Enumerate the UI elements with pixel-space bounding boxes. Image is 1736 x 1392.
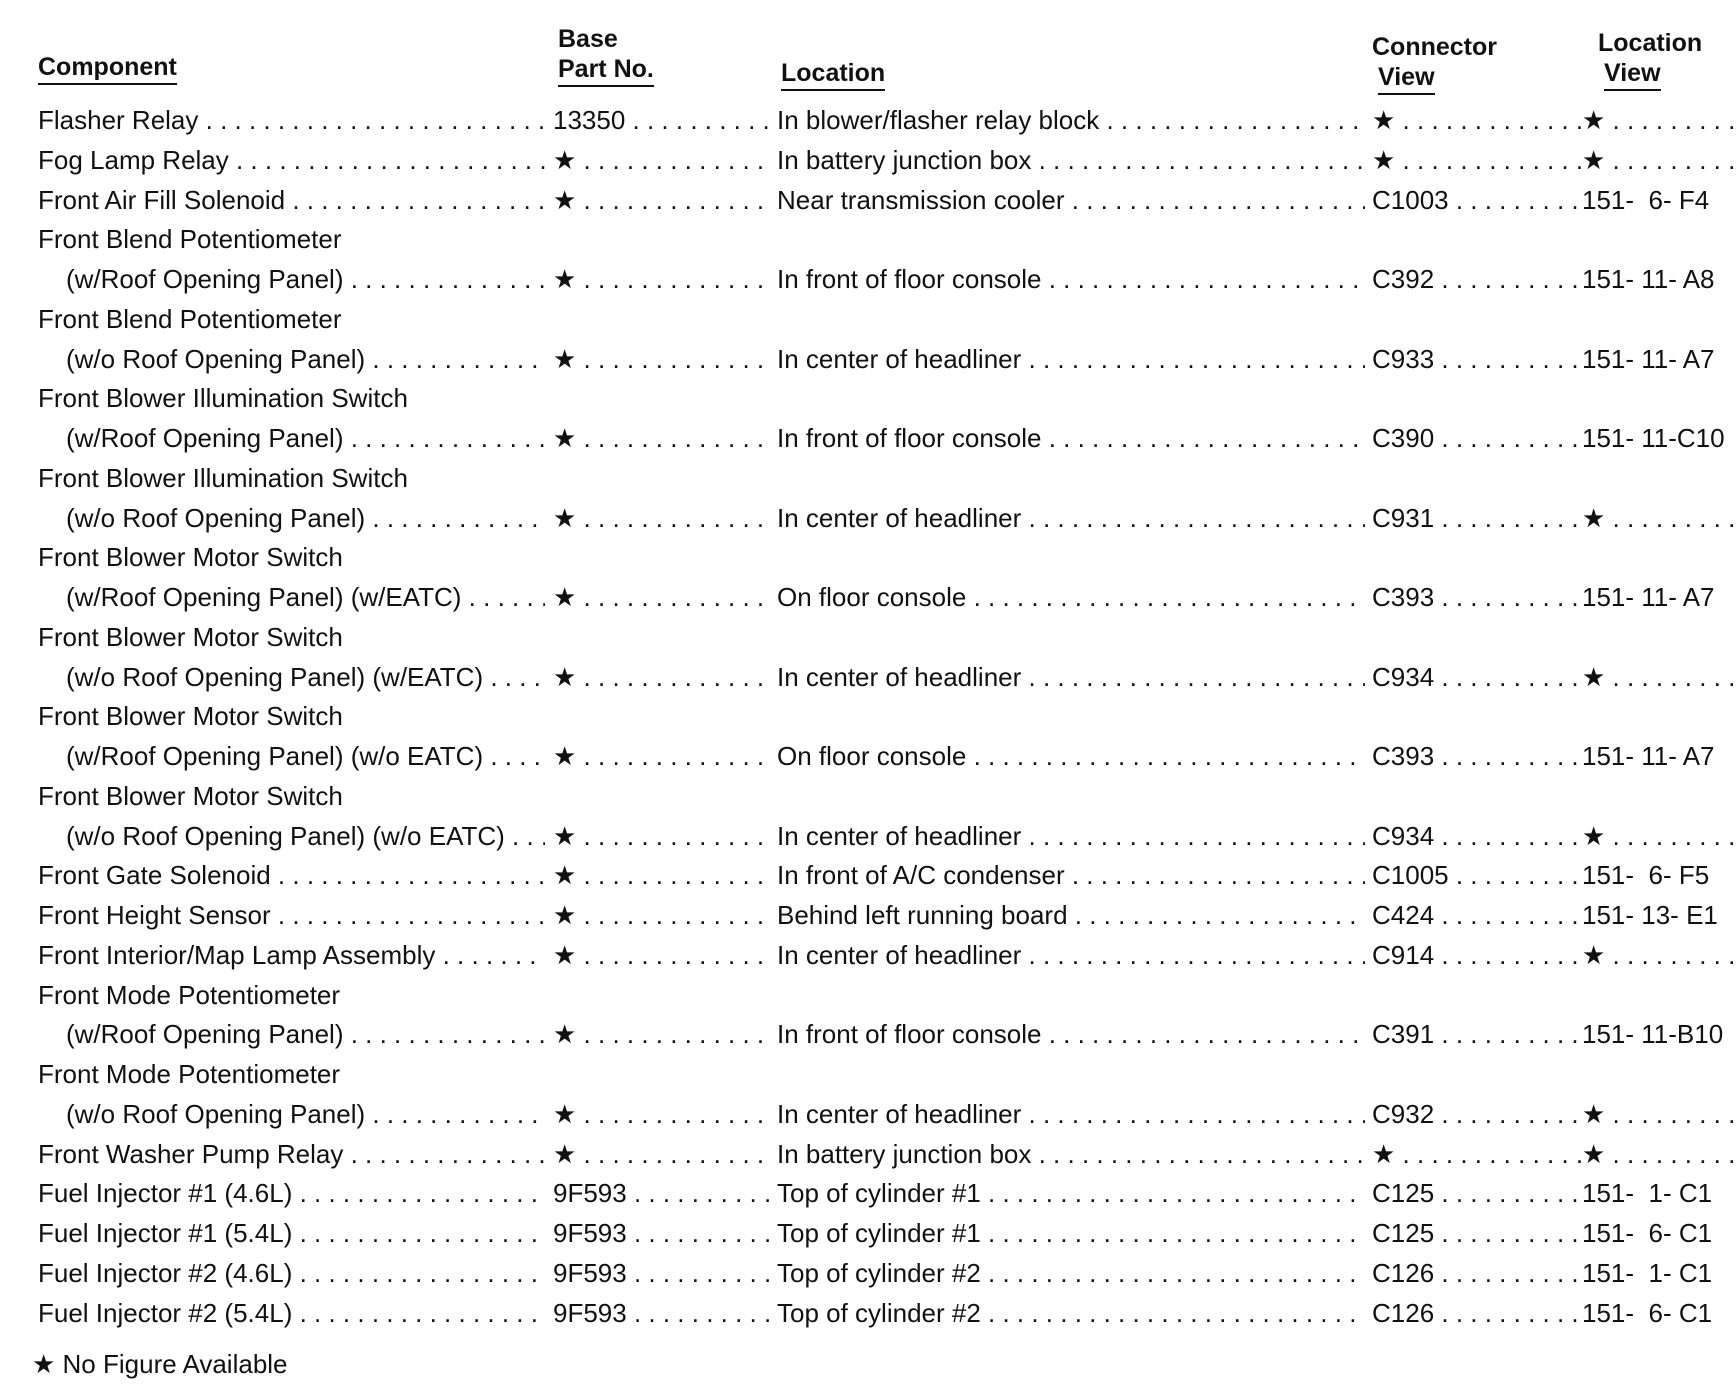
part-number-cell: 9F593 . . . — [553, 1215, 770, 1251]
table-row — [0, 1136, 1736, 1172]
location-view-cell: ★ . . . — [1582, 142, 1736, 178]
location-cell: In front of floor console . . . — [777, 1016, 1365, 1052]
part-number-cell: 9F593 . . . — [553, 1255, 770, 1291]
connector-view-cell: C933 . . . — [1372, 341, 1581, 377]
location-cell: In front of floor console . . . — [777, 420, 1365, 456]
component-cell: Front Blower Motor Switch — [38, 542, 343, 573]
location-view-cell: 151- 11- A7 — [1582, 343, 1715, 374]
location-cell: In front of A/C condenser . . . — [777, 857, 1365, 893]
table-row — [0, 857, 1736, 893]
component-cell: Front Blend Potentiometer — [38, 303, 342, 334]
location-view-cell: 151- 6- C1 — [1582, 1218, 1713, 1248]
location-view-cell: ★ . . . — [1582, 500, 1736, 536]
header-connector-view — [1372, 32, 1497, 95]
connector-view-cell: C392 . . . — [1372, 261, 1581, 297]
table-row — [0, 579, 1736, 615]
table-row — [0, 500, 1736, 536]
location-view-cell: ★ . . . — [1582, 659, 1736, 695]
location-view-cell: 151- 11- A7 — [1582, 582, 1715, 612]
part-number-cell: ★ . . . — [553, 1096, 770, 1132]
location-cell: In front of floor console . . . — [777, 261, 1365, 297]
table-row — [0, 380, 1736, 416]
connector-view-cell: C1005 . . . — [1372, 857, 1581, 893]
connector-view-cell: C1003 . . . — [1372, 182, 1581, 218]
location-view-cell: 151- 6- C1 — [1582, 1297, 1713, 1328]
table-row — [0, 937, 1736, 973]
connector-view-cell: C914 . . . — [1372, 937, 1581, 973]
header-location-label: Location — [781, 58, 885, 91]
component-cell: Fuel Injector #2 (5.4L) . . . — [38, 1295, 545, 1331]
location-cell: In center of headliner . . . — [777, 1096, 1365, 1132]
table-row — [0, 698, 1736, 734]
table-row — [0, 778, 1736, 814]
part-number-cell: ★ . . . — [553, 579, 770, 615]
component-cell: Fuel Injector #1 (4.6L) . . . — [38, 1175, 545, 1211]
connector-view-cell: C393 . . . — [1372, 738, 1581, 774]
header-location-view-line1: Location — [1598, 29, 1703, 57]
location-cell: Near transmission cooler . . . — [777, 182, 1365, 218]
location-view-cell: 151- 11-B10 — [1582, 1019, 1724, 1050]
table-row — [0, 221, 1736, 257]
header-location — [781, 58, 885, 91]
part-number-cell: ★ . . . — [553, 500, 770, 536]
component-cell: Front Height Sensor . . . — [38, 897, 545, 933]
header-base-part-line1: Base — [558, 25, 618, 53]
table-row — [0, 1175, 1736, 1211]
part-number-cell: ★ . . . — [553, 659, 770, 695]
location-view-cell: 151- 6- F4 — [1582, 184, 1710, 215]
connector-view-cell: C125 . . . — [1372, 1175, 1581, 1211]
location-view-cell: 151- 1- C1 — [1582, 1178, 1713, 1209]
connector-view-cell: ★ . . . — [1372, 102, 1581, 138]
table-row — [0, 1056, 1736, 1092]
table-row — [0, 539, 1736, 575]
component-cell: Fuel Injector #1 (5.4L) . . . — [38, 1215, 545, 1251]
connector-view-cell: C391 . . . — [1372, 1016, 1581, 1052]
component-cell: Front Interior/Map Lamp Assembly . . . — [38, 937, 545, 973]
location-cell: Top of cylinder #2 . . . — [777, 1295, 1365, 1331]
table-row — [0, 1215, 1736, 1251]
location-view-cell: 151- 13- E1 — [1582, 900, 1718, 930]
table-row — [0, 1255, 1736, 1291]
location-view-cell: ★ . . . — [1582, 937, 1736, 973]
header-component-label: Component — [38, 52, 177, 85]
table-row — [0, 1295, 1736, 1331]
component-cell: Front Blower Motor Switch — [38, 701, 343, 732]
location-cell: In center of headliner . . . — [777, 937, 1365, 973]
location-cell: In center of headliner . . . — [777, 818, 1365, 854]
location-cell: In center of headliner . . . — [777, 659, 1365, 695]
location-cell: Top of cylinder #1 . . . — [777, 1175, 1365, 1211]
connector-view-cell: C934 . . . — [1372, 659, 1581, 695]
connector-view-cell: C126 . . . — [1372, 1255, 1581, 1291]
location-view-cell: ★ . . . — [1582, 102, 1736, 138]
location-cell: Top of cylinder #1 . . . — [777, 1215, 1365, 1251]
part-number-cell: ★ . . . — [553, 142, 770, 178]
part-number-cell: ★ . . . — [553, 182, 770, 218]
component-cell: Front Blower Motor Switch — [38, 780, 343, 811]
part-number-cell: ★ . . . — [553, 420, 770, 456]
table-row — [0, 897, 1736, 933]
component-cell: (w/o Roof Opening Panel) (w/EATC) . . . — [66, 659, 545, 695]
location-cell: In battery junction box . . . — [777, 142, 1365, 178]
component-cell: Front Blower Illumination Switch — [38, 383, 408, 414]
location-view-cell: 151- 1- C1 — [1582, 1257, 1713, 1288]
connector-view-cell: ★ . . . — [1372, 142, 1581, 178]
connector-view-cell: C125 . . . — [1372, 1215, 1581, 1251]
component-cell: Fuel Injector #2 (4.6L) . . . — [38, 1255, 545, 1291]
table-row — [0, 341, 1736, 377]
component-cell: Front Gate Solenoid . . . — [38, 857, 545, 893]
component-cell: Flasher Relay . . . — [38, 102, 545, 138]
connector-view-cell: C932 . . . — [1372, 1096, 1581, 1132]
location-cell: On floor console . . . — [777, 579, 1365, 615]
part-number-cell: ★ . . . — [553, 818, 770, 854]
part-number-cell: ★ . . . — [553, 937, 770, 973]
component-cell: (w/Roof Opening Panel) . . . — [66, 420, 545, 456]
part-number-cell: 9F593 . . . — [553, 1175, 770, 1211]
location-cell: In blower/flasher relay block . . . — [777, 102, 1365, 138]
part-number-cell: ★ . . . — [553, 341, 770, 377]
header-base-part — [558, 24, 654, 87]
component-cell: (w/o Roof Opening Panel) . . . — [66, 1096, 545, 1132]
component-cell: Front Air Fill Solenoid . . . — [38, 182, 545, 218]
table-row — [0, 301, 1736, 337]
header-component — [38, 52, 177, 85]
table-row — [0, 619, 1736, 655]
table-row — [0, 261, 1736, 297]
header-connector-line1: Connector — [1372, 33, 1497, 61]
connector-view-cell: C931 . . . — [1372, 500, 1581, 536]
part-number-cell: 9F593 . . . — [553, 1295, 770, 1331]
location-cell: In center of headliner . . . — [777, 341, 1365, 377]
location-view-cell: 151- 6- F5 — [1582, 860, 1710, 891]
component-cell: Front Mode Potentiometer — [38, 1059, 341, 1089]
table-row — [0, 659, 1736, 695]
header-location-view-line2: View — [1604, 58, 1661, 91]
component-cell: Front Blend Potentiometer — [38, 224, 342, 255]
component-cell: Front Washer Pump Relay . . . — [38, 1136, 545, 1172]
table-row — [0, 977, 1736, 1013]
part-number-cell: ★ . . . — [553, 1136, 770, 1172]
connector-view-cell: C424 . . . — [1372, 897, 1581, 933]
header-base-part-line2: Part No. — [558, 54, 654, 87]
table-row — [0, 738, 1736, 774]
location-view-cell: 151- 11-C10 — [1582, 423, 1725, 453]
part-number-cell: ★ . . . — [553, 857, 770, 893]
connector-view-cell: C393 . . . — [1372, 579, 1581, 615]
component-cell: (w/Roof Opening Panel) . . . — [66, 261, 545, 297]
table-row — [0, 102, 1736, 138]
part-number-cell: ★ . . . — [553, 261, 770, 297]
table-row — [0, 818, 1736, 854]
table-row — [0, 460, 1736, 496]
component-cell: (w/Roof Opening Panel) (w/o EATC) . . . — [66, 738, 545, 774]
component-cell: (w/o Roof Opening Panel) . . . — [66, 500, 545, 536]
location-view-cell: ★ . . . — [1582, 1096, 1736, 1132]
location-cell: In battery junction box . . . — [777, 1136, 1365, 1172]
part-number-cell: ★ . . . — [553, 897, 770, 933]
location-view-cell: ★ . . . — [1582, 818, 1736, 854]
location-view-cell: 151- 11- A7 — [1582, 741, 1715, 771]
component-cell: Front Blower Illumination Switch — [38, 462, 408, 493]
component-cell: (w/Roof Opening Panel) . . . — [66, 1016, 545, 1052]
part-number-cell: ★ . . . — [553, 738, 770, 774]
location-cell: Top of cylinder #2 . . . — [777, 1255, 1365, 1291]
component-cell: Front Blower Motor Switch — [38, 621, 343, 652]
table-row — [0, 142, 1736, 178]
header-connector-line2: View — [1378, 62, 1435, 95]
part-number-cell: ★ . . . — [553, 1016, 770, 1052]
connector-view-cell: C390 . . . — [1372, 420, 1581, 456]
component-cell: (w/Roof Opening Panel) (w/EATC) . . . — [66, 579, 545, 615]
location-cell: On floor console . . . — [777, 738, 1365, 774]
location-view-cell: 151- 11- A8 — [1582, 264, 1715, 294]
component-cell: (w/o Roof Opening Panel) (w/o EATC) . . . — [66, 818, 545, 854]
table-row — [0, 420, 1736, 456]
connector-view-cell: ★ . . . — [1372, 1136, 1581, 1172]
table-row — [0, 1096, 1736, 1132]
footnote-no-figure: ★ No Figure Available — [32, 1349, 288, 1379]
connector-view-cell: C126 . . . — [1372, 1295, 1581, 1331]
component-cell: Front Mode Potentiometer — [38, 979, 341, 1010]
location-cell: In center of headliner . . . — [777, 500, 1365, 536]
part-number-cell: 13350 . . . — [553, 102, 770, 138]
component-cell: (w/o Roof Opening Panel) . . . — [66, 341, 545, 377]
location-view-cell: ★ . . . — [1582, 1136, 1736, 1172]
table-row — [0, 1016, 1736, 1052]
header-location-view — [1598, 28, 1702, 91]
connector-view-cell: C934 . . . — [1372, 818, 1581, 854]
location-cell: Behind left running board . . . — [777, 897, 1365, 933]
component-cell: Fog Lamp Relay . . . — [38, 142, 545, 178]
table-row — [0, 182, 1736, 218]
